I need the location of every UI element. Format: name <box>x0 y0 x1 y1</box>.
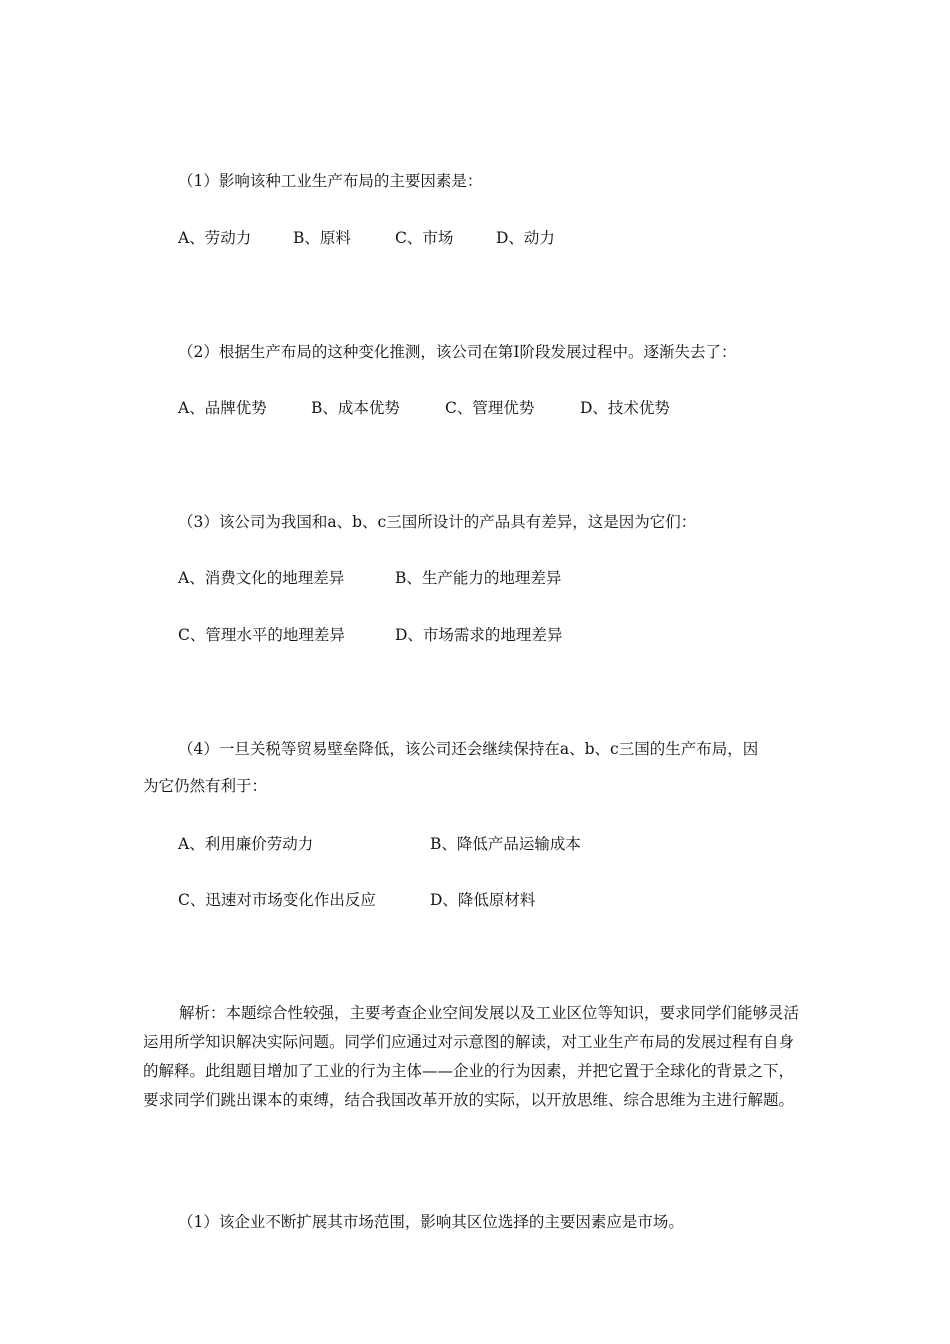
question-3-option-d: D、市场需求的地理差异 <box>395 626 563 644</box>
question-1-option-b: B、原料 <box>293 229 351 247</box>
question-3-option-b: B、生产能力的地理差异 <box>395 569 562 587</box>
question-4-stem-line-2: 为它仍然有利于： <box>143 777 268 795</box>
question-2-option-d: D、技术优势 <box>580 399 670 417</box>
question-4-option-b: B、降低产品运输成本 <box>430 835 581 853</box>
question-2-option-c: C、管理优势 <box>445 399 535 417</box>
analysis-paragraph: 解析：本题综合性较强，主要考查企业空间发展以及工业区位等知识，要求同学们能够灵活运用所学知识解决实际问题。同学们应通过对示意图的解读，对工业生产布局的发展过程有自身的解释。此组题目增加了工业的行为主体——企业的行为因素，并把它置于全球化的背景之下，要求同学们跳出课本的束缚，结合我国改革开放的实际，以开放思维、综合思维为主进行解题。 <box>143 1004 800 1109</box>
question-3-option-c: C、管理水平的地理差异 <box>178 626 345 644</box>
question-1-stem: （1）影响该种工业生产布局的主要因素是： <box>178 172 483 190</box>
question-2-stem: （2）根据生产布局的这种变化推测，该公司在第Ⅰ阶段发展过程中。逐渐失去了： <box>178 343 737 361</box>
question-4-option-a: A、利用廉价劳动力 <box>178 835 314 853</box>
question-1-option-d: D、动力 <box>496 229 555 247</box>
question-2-option-b: B、成本优势 <box>311 399 400 417</box>
question-4-stem-line-1: （4）一旦关税等贸易壁垒降低，该公司还会继续保持在a、b、c三国的生产布局，因 <box>178 740 759 758</box>
question-1-option-a: A、劳动力 <box>178 229 252 247</box>
question-1-option-c: C、市场 <box>395 229 454 247</box>
question-4-option-d: D、降低原材料 <box>430 891 536 909</box>
question-3-stem: （3）该公司为我国和a、b、c三国所设计的产品具有差异，这是因为它们： <box>178 513 697 531</box>
question-3-option-a: A、消费文化的地理差异 <box>178 569 345 587</box>
question-2-option-a: A、品牌优势 <box>178 399 267 417</box>
question-4-option-c: C、迅速对市场变化作出反应 <box>178 891 376 909</box>
analysis-answer-1: （1）该企业不断扩展其市场范围，影响其区位选择的主要因素应是市场。 <box>178 1213 684 1231</box>
